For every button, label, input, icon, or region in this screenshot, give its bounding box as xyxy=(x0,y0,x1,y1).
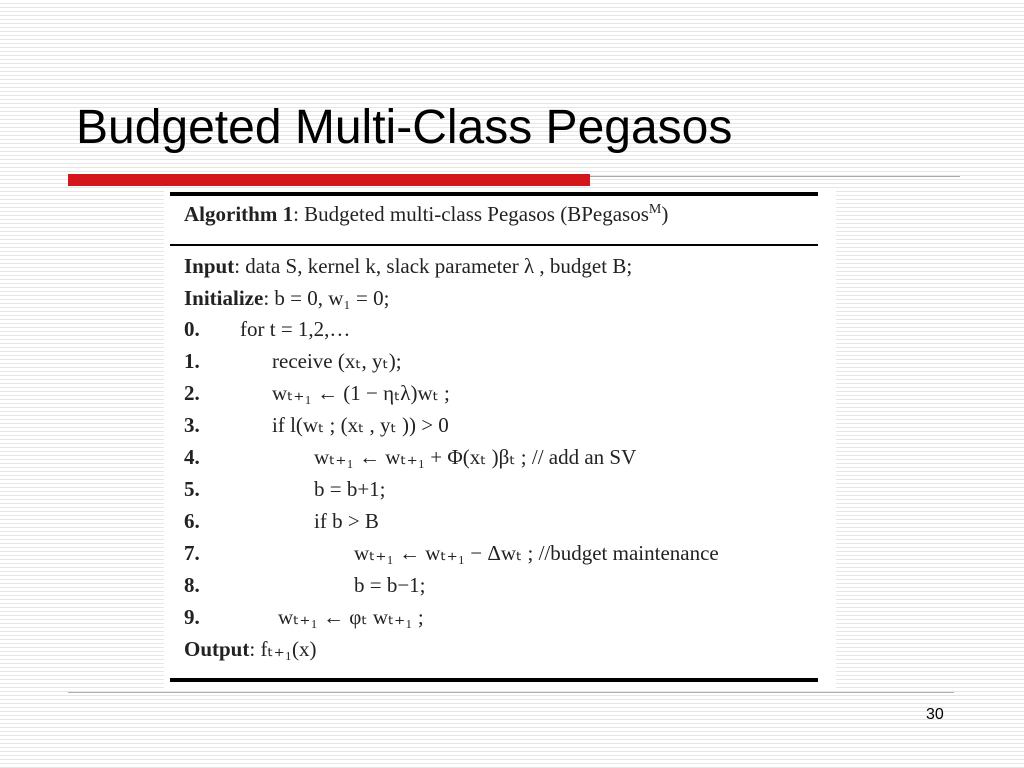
init-label: Initialize xyxy=(184,286,264,310)
algorithm-caption-close: ) xyxy=(661,202,669,226)
init-text: : b = 0, w₁ = 0; xyxy=(263,286,390,310)
algorithm-step xyxy=(184,569,824,601)
algorithm-input-line xyxy=(184,250,824,282)
algorithm-step xyxy=(184,441,824,473)
algorithm-header-rule xyxy=(170,244,818,246)
slide-title: Budgeted Multi-Class Pegasos xyxy=(76,101,733,154)
step-number: 6. xyxy=(184,509,200,533)
input-label: Input xyxy=(184,254,235,278)
step-number: 0. xyxy=(184,317,200,341)
input-text: : data S, kernel k, slack parameter λ , budget B; xyxy=(234,254,633,278)
algorithm-box xyxy=(164,188,836,688)
algorithm-step xyxy=(184,505,824,537)
algorithm-step xyxy=(184,409,824,441)
step-text: if l(wₜ ; (xₜ , yₜ )) > 0 xyxy=(272,413,449,437)
step-number: 1. xyxy=(184,349,200,373)
algorithm-step xyxy=(184,601,824,633)
step-text: wₜ₊₁ ← φₜ wₜ₊₁ ; xyxy=(278,605,424,629)
step-number: 2. xyxy=(184,381,200,405)
step-number: 9. xyxy=(184,605,200,629)
step-number: 8. xyxy=(184,573,200,597)
algorithm-step xyxy=(184,473,824,505)
output-label: Output xyxy=(184,637,250,661)
step-text: b = b−1; xyxy=(354,573,426,597)
footer-divider-line xyxy=(68,692,954,693)
algorithm-top-rule xyxy=(170,192,818,196)
algorithm-step xyxy=(184,377,824,409)
step-number: 7. xyxy=(184,541,200,565)
step-number: 3. xyxy=(184,413,200,437)
output-text: : fₜ₊₁(x) xyxy=(249,637,317,661)
algorithm-caption xyxy=(184,202,668,227)
step-text: b = b+1; xyxy=(314,477,386,501)
algorithm-caption-label: Algorithm 1 xyxy=(184,202,294,226)
step-text: receive (xₜ, yₜ); xyxy=(272,349,402,373)
algorithm-step xyxy=(184,313,824,345)
page-number: 30 xyxy=(926,706,944,723)
algorithm-step xyxy=(184,345,824,377)
step-number: 4. xyxy=(184,445,200,469)
title-divider-line xyxy=(590,176,960,177)
algorithm-init-line xyxy=(184,282,824,314)
step-text: if b > B xyxy=(314,509,379,533)
step-text: for t = 1,2,… xyxy=(240,317,351,341)
step-text: wₜ₊₁ ← wₜ₊₁ − Δwₜ ; //budget maintenance xyxy=(354,541,719,565)
algorithm-step xyxy=(184,537,824,569)
algorithm-caption-sup: M xyxy=(648,202,662,217)
title-accent-bar xyxy=(68,174,590,186)
algorithm-caption-text: : Budgeted multi-class Pegasos (BPegasos xyxy=(293,202,649,226)
algorithm-bottom-rule xyxy=(170,678,818,682)
algorithm-output-line xyxy=(184,633,824,665)
step-text: wₜ₊₁ ← wₜ₊₁ + Φ(xₜ )βₜ ; // add an SV xyxy=(314,445,637,469)
step-number: 5. xyxy=(184,477,200,501)
step-text: wₜ₊₁ ← (1 − ηₜλ)wₜ ; xyxy=(272,381,450,405)
